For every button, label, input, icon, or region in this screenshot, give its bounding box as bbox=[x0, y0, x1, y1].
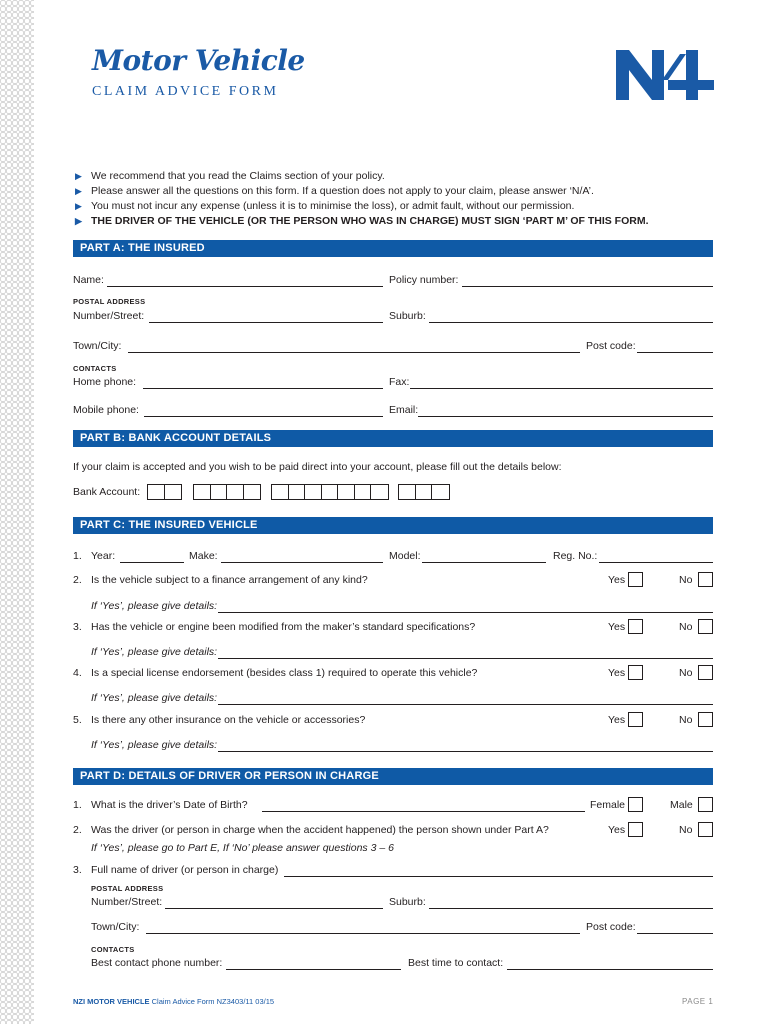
part-b-heading: PART B: BANK ACCOUNT DETAILS bbox=[73, 430, 713, 447]
fax-label: Fax: bbox=[389, 376, 410, 388]
details-row bbox=[73, 646, 713, 660]
year-field[interactable] bbox=[120, 562, 184, 563]
yes-checkbox[interactable] bbox=[628, 619, 643, 634]
bank-intro-text: If your claim is accepted and you wish to be paid direct into your account, please fill out the details below: bbox=[73, 461, 562, 473]
male-checkbox[interactable] bbox=[698, 797, 713, 812]
yes-label: Yes bbox=[608, 824, 626, 836]
best-phone-field[interactable] bbox=[226, 969, 401, 970]
town-city-field[interactable] bbox=[128, 352, 580, 353]
form-title: Motor Vehicle bbox=[92, 44, 305, 77]
dob-field[interactable] bbox=[262, 811, 585, 812]
no-checkbox[interactable] bbox=[698, 712, 713, 727]
instruction-item: ▶ We recommend that you read the Claims section of your policy. bbox=[75, 170, 385, 182]
number-street-label: Number/Street: bbox=[73, 310, 145, 322]
mobile-phone-field[interactable] bbox=[144, 416, 383, 417]
dob-row bbox=[73, 799, 713, 813]
question-number: 4. bbox=[73, 667, 82, 679]
branch-code-boxes[interactable] bbox=[193, 484, 261, 500]
question-text: Is the vehicle subject to a finance arrangement of any kind? bbox=[91, 574, 368, 586]
home-phone-field[interactable] bbox=[143, 388, 383, 389]
yes-checkbox[interactable] bbox=[628, 822, 643, 837]
suburb-field[interactable] bbox=[429, 322, 713, 323]
bank-intro-row bbox=[73, 461, 713, 475]
if-yes-label: If ‘Yes’, please give details: bbox=[91, 739, 218, 751]
fax-field[interactable] bbox=[410, 388, 713, 389]
account-suffix-boxes[interactable] bbox=[398, 484, 450, 500]
details-row bbox=[73, 600, 713, 614]
postal-address-caption: POSTAL ADDRESS bbox=[91, 884, 164, 893]
footer-brand: NZI MOTOR VEHICLE bbox=[73, 997, 150, 1006]
if-yes-label: If ‘Yes’, please give details: bbox=[91, 646, 218, 658]
number-street-label: Number/Street: bbox=[91, 896, 163, 908]
best-phone-label: Best contact phone number: bbox=[91, 957, 223, 969]
street-row bbox=[73, 310, 713, 324]
best-time-field[interactable] bbox=[507, 969, 713, 970]
details-field[interactable] bbox=[218, 751, 713, 752]
contacts-caption: CONTACTS bbox=[73, 364, 117, 373]
best-time-label: Best time to contact: bbox=[408, 957, 504, 969]
town-city-field[interactable] bbox=[146, 933, 580, 934]
part-c-heading: PART C: THE INSURED VEHICLE bbox=[73, 517, 713, 534]
name-field[interactable] bbox=[107, 286, 383, 287]
suburb-label: Suburb: bbox=[389, 310, 426, 322]
year-label: Year: bbox=[91, 550, 116, 562]
details-field[interactable] bbox=[218, 612, 713, 613]
email-field[interactable] bbox=[418, 416, 713, 417]
question-number: 2. bbox=[73, 824, 82, 836]
part-d-heading: PART D: DETAILS OF DRIVER OR PERSON IN CHARGE bbox=[73, 768, 713, 785]
no-label: No bbox=[679, 574, 693, 586]
instruction-item: ▶ Please answer all the questions on this form. If a question does not apply to your claim, please answer ‘N/A’. bbox=[75, 185, 594, 197]
female-label: Female bbox=[590, 799, 626, 811]
yes-checkbox[interactable] bbox=[628, 572, 643, 587]
intro-instructions bbox=[73, 169, 713, 229]
model-label: Model: bbox=[389, 550, 421, 562]
no-label: No bbox=[679, 667, 693, 679]
driver-same-question: Was the driver (or person in charge when the accident happened) the person shown under Part A? bbox=[91, 824, 549, 836]
phone-row bbox=[73, 376, 713, 390]
driver-name-label: Full name of driver (or person in charge) bbox=[91, 864, 279, 876]
post-code-label: Post code: bbox=[586, 340, 636, 352]
no-label: No bbox=[679, 824, 693, 836]
question-row-modified bbox=[73, 621, 713, 635]
policy-number-field[interactable] bbox=[462, 286, 713, 287]
footer bbox=[73, 997, 274, 1006]
town-row bbox=[73, 340, 713, 354]
question-number: 2. bbox=[73, 574, 82, 586]
question-text: Is a special license endorsement (besides class 1) required to operate this vehicle? bbox=[91, 667, 478, 679]
suburb-label: Suburb: bbox=[389, 896, 426, 908]
no-checkbox[interactable] bbox=[698, 572, 713, 587]
yes-checkbox[interactable] bbox=[628, 665, 643, 680]
instruction-item-driver-sign: ▶ THE DRIVER OF THE VEHICLE (OR THE PERSON WHO WAS IN CHARGE) MUST SIGN ‘PART M’ OF THIS FORM. bbox=[75, 215, 649, 227]
mobile-row bbox=[73, 404, 713, 418]
yes-label: Yes bbox=[608, 574, 626, 586]
footer-form-code: Claim Advice Form NZ3403/11 03/15 bbox=[151, 997, 275, 1006]
driver-same-row bbox=[73, 824, 713, 838]
yes-checkbox[interactable] bbox=[628, 712, 643, 727]
question-row-license bbox=[73, 667, 713, 681]
yes-label: Yes bbox=[608, 667, 626, 679]
details-field[interactable] bbox=[218, 704, 713, 705]
details-row bbox=[73, 692, 713, 706]
bank-account-label: Bank Account: bbox=[73, 486, 141, 498]
dob-question: What is the driver’s Date of Birth? bbox=[91, 799, 248, 811]
female-checkbox[interactable] bbox=[628, 797, 643, 812]
bullet-arrow-icon: ▶ bbox=[75, 186, 82, 196]
question-number: 1. bbox=[73, 550, 82, 562]
no-label: No bbox=[679, 714, 693, 726]
bullet-arrow-icon: ▶ bbox=[75, 171, 82, 181]
post-code-field[interactable] bbox=[637, 933, 713, 934]
name-label: Name: bbox=[73, 274, 104, 286]
if-yes-label: If ‘Yes’, please give details: bbox=[91, 692, 218, 704]
reg-no-label: Reg. No.: bbox=[553, 550, 598, 562]
contacts-caption: CONTACTS bbox=[91, 945, 135, 954]
driver-name-row bbox=[73, 864, 713, 878]
bullet-arrow-icon: ▶ bbox=[75, 216, 82, 226]
email-label: Email: bbox=[389, 404, 419, 416]
decorative-border-pattern bbox=[0, 0, 34, 1024]
driver-same-note: If ‘Yes’, please go to Part E, If ‘No’ please answer questions 3 – 6 bbox=[91, 842, 394, 854]
nzi-logo bbox=[616, 50, 714, 100]
no-checkbox[interactable] bbox=[698, 619, 713, 634]
reg-no-field[interactable] bbox=[599, 562, 713, 563]
if-yes-label: If ‘Yes’, please give details: bbox=[91, 600, 218, 612]
make-label: Make: bbox=[189, 550, 218, 562]
vehicle-row bbox=[73, 550, 713, 564]
post-code-label: Post code: bbox=[586, 921, 636, 933]
account-number-boxes[interactable] bbox=[271, 484, 389, 500]
town-city-label: Town/City: bbox=[91, 921, 140, 933]
driver-contact-row bbox=[73, 957, 713, 971]
model-field[interactable] bbox=[422, 562, 546, 563]
details-field[interactable] bbox=[218, 658, 713, 659]
yes-label: Yes bbox=[608, 621, 626, 633]
bank-code-boxes[interactable] bbox=[147, 484, 182, 500]
post-code-field[interactable] bbox=[637, 352, 713, 353]
male-label: Male bbox=[670, 799, 693, 811]
suburb-field[interactable] bbox=[429, 908, 713, 909]
mobile-phone-label: Mobile phone: bbox=[73, 404, 139, 416]
postal-address-caption: POSTAL ADDRESS bbox=[73, 297, 146, 306]
question-row-other-insurance bbox=[73, 714, 713, 728]
policy-number-label: Policy number: bbox=[389, 274, 459, 286]
no-label: No bbox=[679, 621, 693, 633]
question-number: 1. bbox=[73, 799, 82, 811]
question-number: 5. bbox=[73, 714, 82, 726]
question-number: 3. bbox=[73, 621, 82, 633]
driver-street-row bbox=[73, 896, 713, 910]
driver-name-field[interactable] bbox=[284, 876, 713, 877]
details-row bbox=[73, 739, 713, 753]
home-phone-label: Home phone: bbox=[73, 376, 137, 388]
driver-town-row bbox=[73, 921, 713, 935]
number-street-field[interactable] bbox=[149, 322, 383, 323]
yes-label: Yes bbox=[608, 714, 626, 726]
question-text: Has the vehicle or engine been modified from the maker’s standard specifications? bbox=[91, 621, 476, 633]
form-subtitle: CLAIM ADVICE FORM bbox=[92, 84, 279, 99]
driver-same-note-row bbox=[73, 842, 713, 856]
bullet-arrow-icon: ▶ bbox=[75, 201, 82, 211]
part-a-heading: PART A: THE INSURED bbox=[73, 240, 713, 257]
question-number: 3. bbox=[73, 864, 82, 876]
question-text: Is there any other insurance on the vehicle or accessories? bbox=[91, 714, 366, 726]
no-checkbox[interactable] bbox=[698, 822, 713, 837]
no-checkbox[interactable] bbox=[698, 665, 713, 680]
page-number: PAGE 1 bbox=[682, 997, 714, 1006]
number-street-field[interactable] bbox=[165, 908, 383, 909]
name-row bbox=[73, 274, 713, 288]
town-city-label: Town/City: bbox=[73, 340, 122, 352]
instruction-item: ▶ You must not incur any expense (unless it is to minimise the loss), or admit fault, without our permission. bbox=[75, 200, 575, 212]
question-row-finance bbox=[73, 574, 713, 588]
make-field[interactable] bbox=[221, 562, 383, 563]
